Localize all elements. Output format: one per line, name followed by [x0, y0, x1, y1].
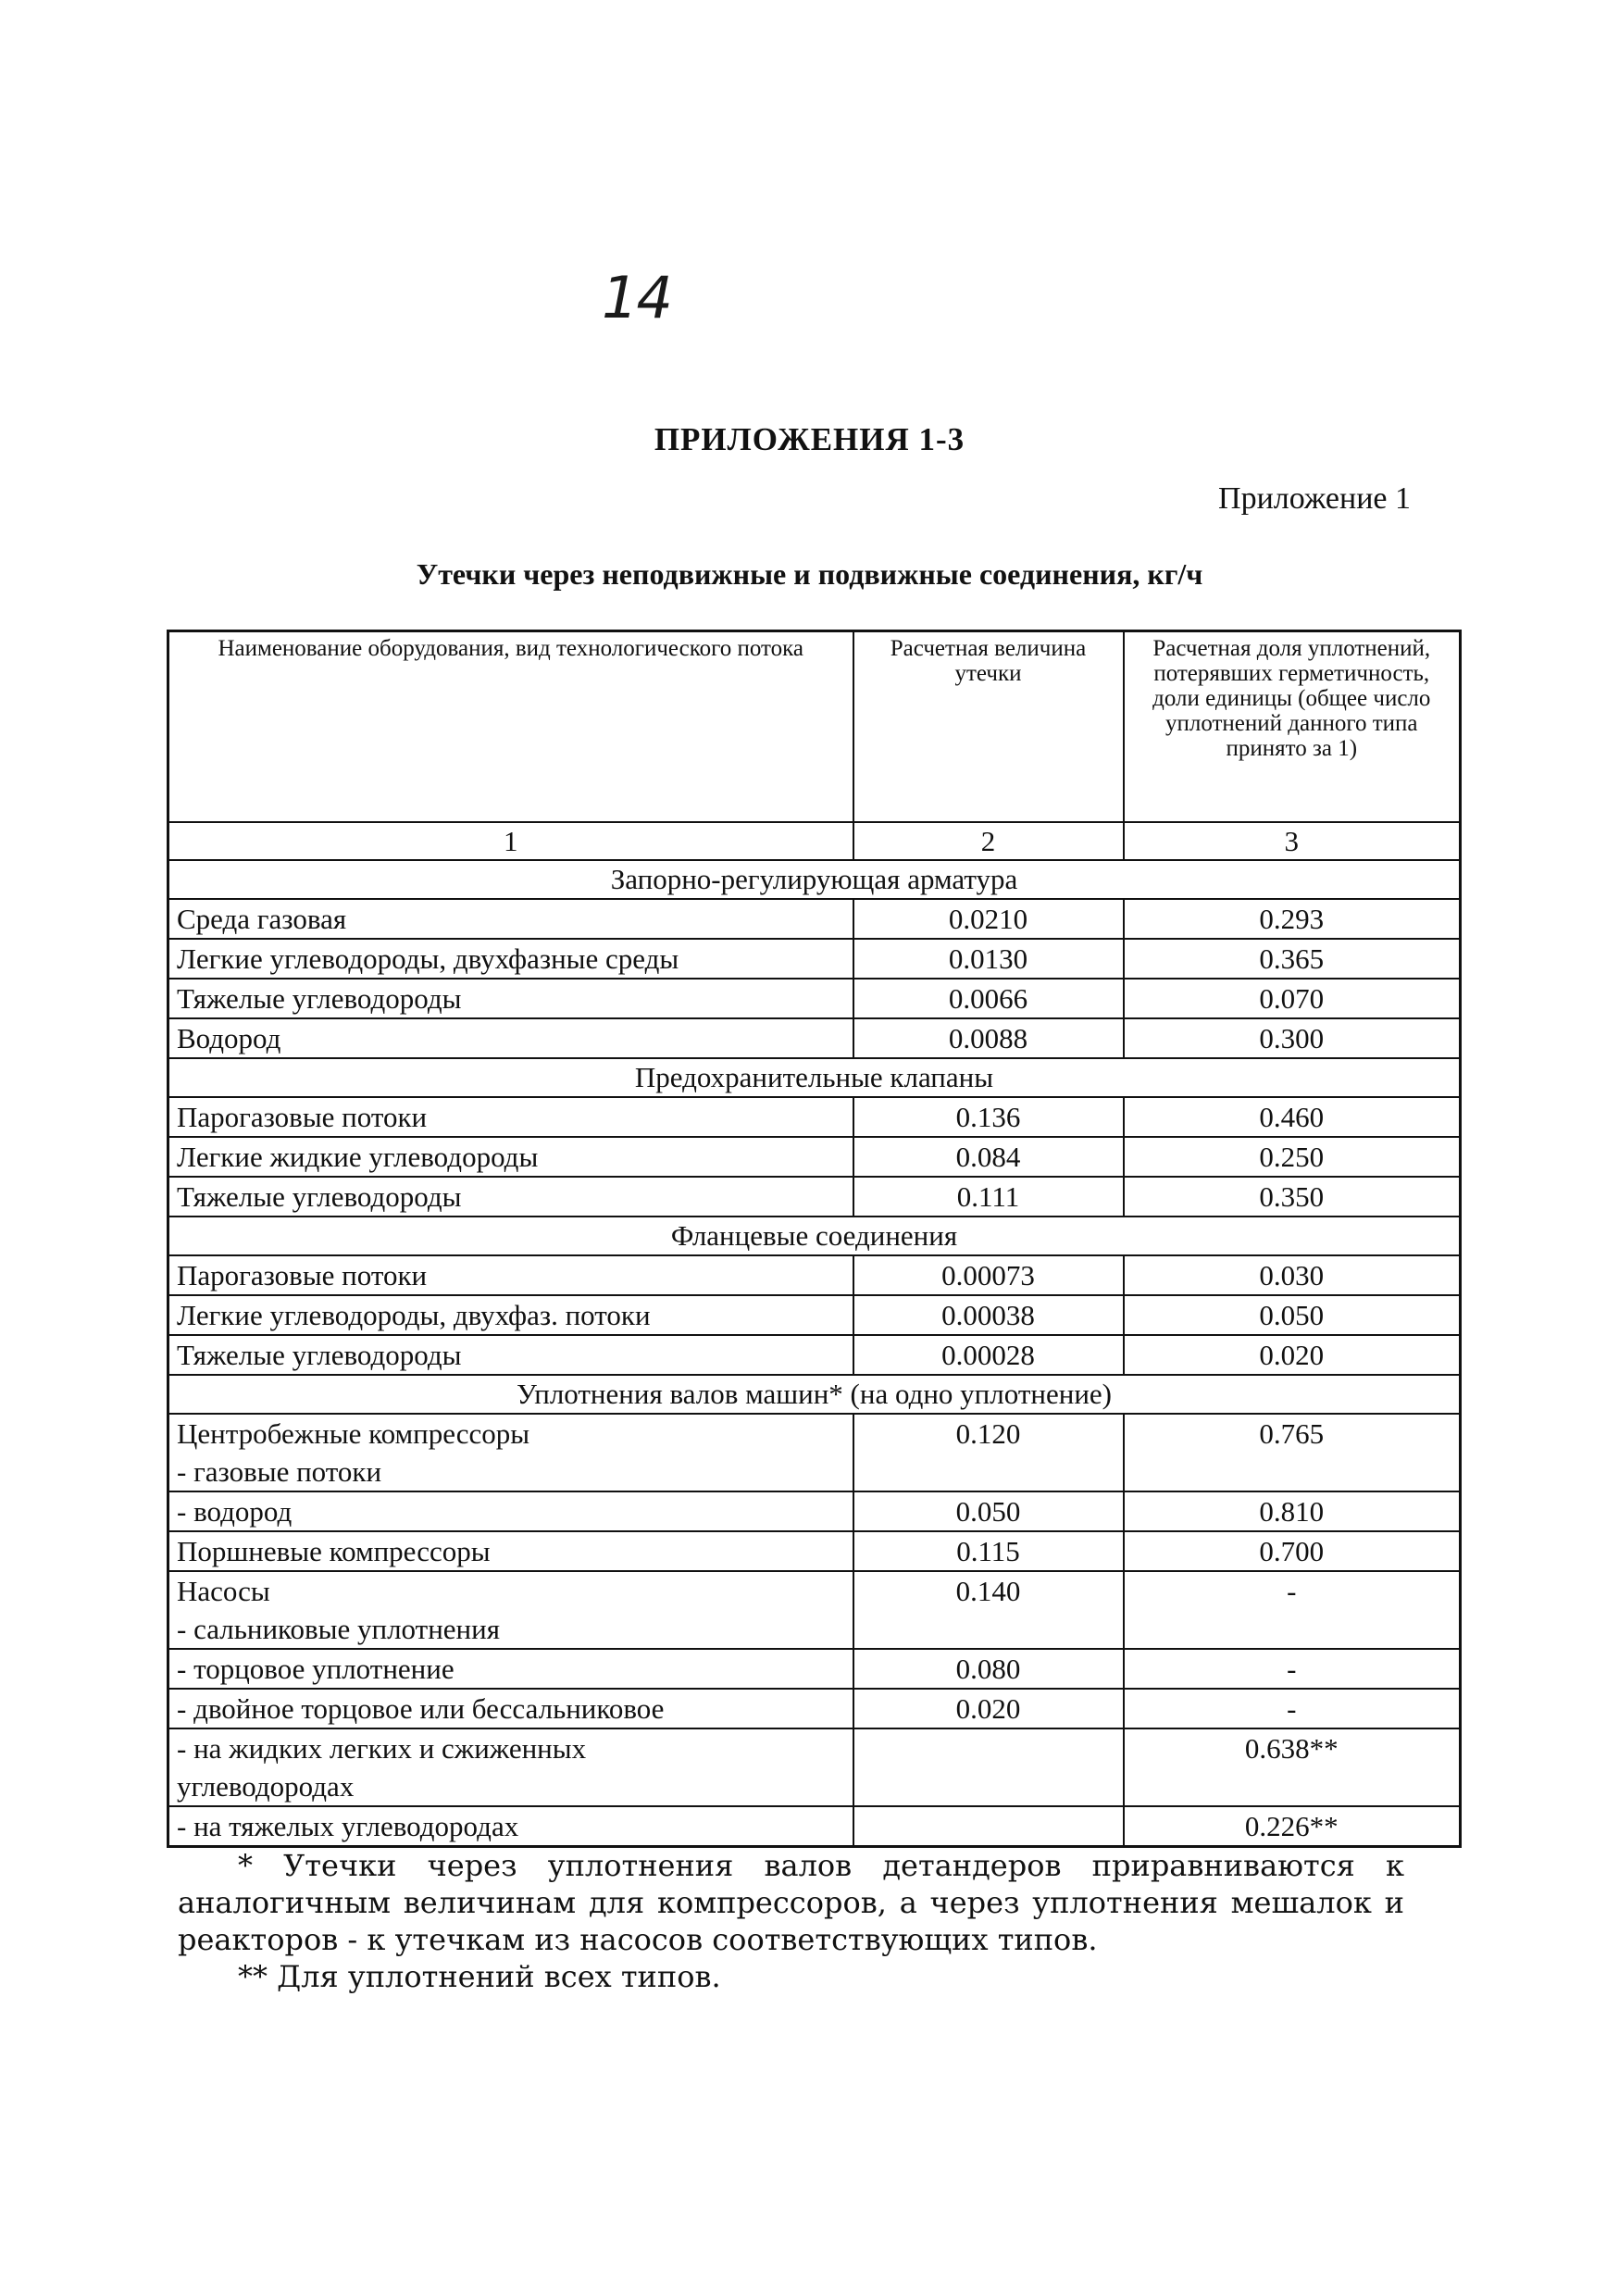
leak-value-cell: 0.0088 — [853, 1018, 1124, 1058]
equipment-name-cell — [168, 1018, 853, 1058]
leak-share-cell: 0.250 — [1124, 1137, 1461, 1177]
leak-value-cell: 0.050 — [853, 1491, 1124, 1531]
equipment-name-line: - газовые потоки — [177, 1455, 382, 1488]
leak-share-cell: - — [1124, 1689, 1461, 1728]
equipment-name-line: Легкие углеводороды, двухфазные среды — [177, 942, 679, 975]
group-row — [168, 1375, 1461, 1414]
leak-share-cell: 0.638** — [1124, 1728, 1461, 1806]
leak-share-cell: 0.350 — [1124, 1177, 1461, 1217]
equipment-name-cell — [168, 1414, 853, 1491]
header-leak-value: Расчетная величина утечки — [853, 631, 1124, 823]
equipment-name-line: Легкие жидкие углеводороды — [177, 1141, 539, 1173]
equipment-name-line: Тяжелые углеводороды — [177, 1339, 462, 1371]
column-number: 2 — [853, 822, 1124, 860]
header-equipment: Наименование оборудования, вид технологического потока — [168, 631, 853, 823]
leak-value-cell: 0.00028 — [853, 1335, 1124, 1375]
group-title: Запорно-регулирующая арматура — [168, 860, 1461, 899]
table-row — [168, 979, 1461, 1018]
table-row — [168, 1255, 1461, 1295]
equipment-name-cell — [168, 1649, 853, 1689]
footnotes — [178, 1847, 1404, 1995]
leak-share-cell: 0.700 — [1124, 1531, 1461, 1571]
equipment-name-line: - торцовое уплотнение — [177, 1653, 455, 1685]
equipment-name-line: Парогазовые потоки — [177, 1101, 428, 1133]
equipment-name-cell — [168, 1295, 853, 1335]
footnote-2: ** Для уплотнений всех типов. — [238, 1959, 721, 1994]
equipment-name-line: Поршневые компрессоры — [177, 1535, 491, 1567]
equipment-name-cell — [168, 1335, 853, 1375]
group-title: Предохранительные клапаны — [168, 1058, 1461, 1097]
leak-value-cell: 0.136 — [853, 1097, 1124, 1137]
leak-value-cell: 0.0210 — [853, 899, 1124, 939]
equipment-name-line: - двойное торцовое или бессальниковое — [177, 1692, 665, 1725]
table-row — [168, 1177, 1461, 1217]
column-number: 3 — [1124, 822, 1461, 860]
table-row — [168, 1137, 1461, 1177]
group-title: Фланцевые соединения — [168, 1217, 1461, 1255]
equipment-name-line: - на тяжелых углеводородах — [177, 1810, 519, 1842]
leak-value-cell: 0.111 — [853, 1177, 1124, 1217]
group-row — [168, 1217, 1461, 1255]
equipment-name-line: Тяжелые углеводороды — [177, 982, 462, 1015]
equipment-name-line: - водород — [177, 1495, 293, 1528]
table-row — [168, 1728, 1461, 1806]
equipment-name-line: Водород — [177, 1022, 281, 1054]
equipment-name-cell — [168, 939, 853, 979]
leak-share-cell: 0.365 — [1124, 939, 1461, 979]
leak-share-cell: 0.050 — [1124, 1295, 1461, 1335]
group-row — [168, 1058, 1461, 1097]
table-row — [168, 899, 1461, 939]
equipment-name-cell — [168, 899, 853, 939]
table-row — [168, 1806, 1461, 1847]
table-row — [168, 1414, 1461, 1491]
equipment-name-line: Парогазовые потоки — [177, 1259, 428, 1292]
leak-value-cell: 0.0066 — [853, 979, 1124, 1018]
leak-share-cell: 0.030 — [1124, 1255, 1461, 1295]
leak-share-cell: 0.070 — [1124, 979, 1461, 1018]
leak-value-cell: 0.0130 — [853, 939, 1124, 979]
page-number: 14 — [602, 264, 671, 331]
equipment-name-cell — [168, 1177, 853, 1217]
equipment-name-cell — [168, 1531, 853, 1571]
table-row — [168, 1295, 1461, 1335]
leak-share-cell: - — [1124, 1571, 1461, 1649]
leak-value-cell: 0.115 — [853, 1531, 1124, 1571]
leak-value-cell — [853, 1728, 1124, 1806]
leak-share-cell: 0.765 — [1124, 1414, 1461, 1491]
equipment-name-line: Легкие углеводороды, двухфаз. потоки — [177, 1299, 651, 1331]
table-body — [168, 860, 1461, 1847]
leak-value-cell: 0.00073 — [853, 1255, 1124, 1295]
table-row — [168, 1335, 1461, 1375]
equipment-name-line: Центробежные компрессоры — [177, 1417, 530, 1450]
table-row — [168, 1531, 1461, 1571]
leak-share-cell: 0.810 — [1124, 1491, 1461, 1531]
leak-share-cell: 0.460 — [1124, 1097, 1461, 1137]
equipment-name-cell — [168, 1137, 853, 1177]
table-row — [168, 1571, 1461, 1649]
leak-value-cell: 0.120 — [853, 1414, 1124, 1491]
equipment-name-cell — [168, 1806, 853, 1847]
table-row — [168, 1649, 1461, 1689]
equipment-name-cell — [168, 1571, 853, 1649]
equipment-name-cell — [168, 1255, 853, 1295]
section-title: ПРИЛОЖЕНИЯ 1-3 — [654, 421, 965, 457]
footnote-1: * Утечки через уплотнения валов детандеров приравниваются к аналогичным величинам для компрессоров, а через уплотнения мешалок и реакторов - к утечкам из насосов соответствующих типов. — [178, 1848, 1404, 1957]
equipment-name-cell — [168, 1491, 853, 1531]
appendix-label: Приложение 1 — [1218, 481, 1411, 516]
column-number-row — [168, 822, 1461, 860]
equipment-name-cell — [168, 1689, 853, 1728]
table-row — [168, 1018, 1461, 1058]
equipment-name-line: углеводородах — [177, 1770, 355, 1803]
leak-value-cell: 0.080 — [853, 1649, 1124, 1689]
leak-value-cell: 0.140 — [853, 1571, 1124, 1649]
equipment-name-line: Среда газовая — [177, 903, 347, 935]
table-row — [168, 939, 1461, 979]
equipment-name-cell — [168, 1728, 853, 1806]
leak-value-cell: 0.084 — [853, 1137, 1124, 1177]
leak-table — [167, 630, 1462, 1848]
table-row — [168, 1491, 1461, 1531]
equipment-name-line: - на жидких легких и сжиженных — [177, 1732, 587, 1765]
leak-share-cell: 0.020 — [1124, 1335, 1461, 1375]
equipment-name-line: Тяжелые углеводороды — [177, 1180, 462, 1213]
table-title: Утечки через неподвижные и подвижные соединения, кг/ч — [416, 557, 1203, 591]
table-row — [168, 1097, 1461, 1137]
header-leak-share: Расчетная доля уплотнений, потерявших герметичность, доли единицы (общее число уплотнений данного типа принято за 1) — [1124, 631, 1461, 823]
leak-share-cell: - — [1124, 1649, 1461, 1689]
leak-value-cell — [853, 1806, 1124, 1847]
leak-share-cell: 0.226** — [1124, 1806, 1461, 1847]
leak-share-cell: 0.293 — [1124, 899, 1461, 939]
group-title: Уплотнения валов машин* (на одно уплотнение) — [168, 1375, 1461, 1414]
equipment-name-cell — [168, 979, 853, 1018]
equipment-name-line: - сальниковые уплотнения — [177, 1613, 500, 1645]
leak-value-cell: 0.020 — [853, 1689, 1124, 1728]
leak-value-cell: 0.00038 — [853, 1295, 1124, 1335]
leak-share-cell: 0.300 — [1124, 1018, 1461, 1058]
column-number: 1 — [168, 822, 853, 860]
header-row — [168, 631, 1461, 823]
group-row — [168, 860, 1461, 899]
equipment-name-cell — [168, 1097, 853, 1137]
equipment-name-line: Насосы — [177, 1575, 270, 1607]
table-row — [168, 1689, 1461, 1728]
